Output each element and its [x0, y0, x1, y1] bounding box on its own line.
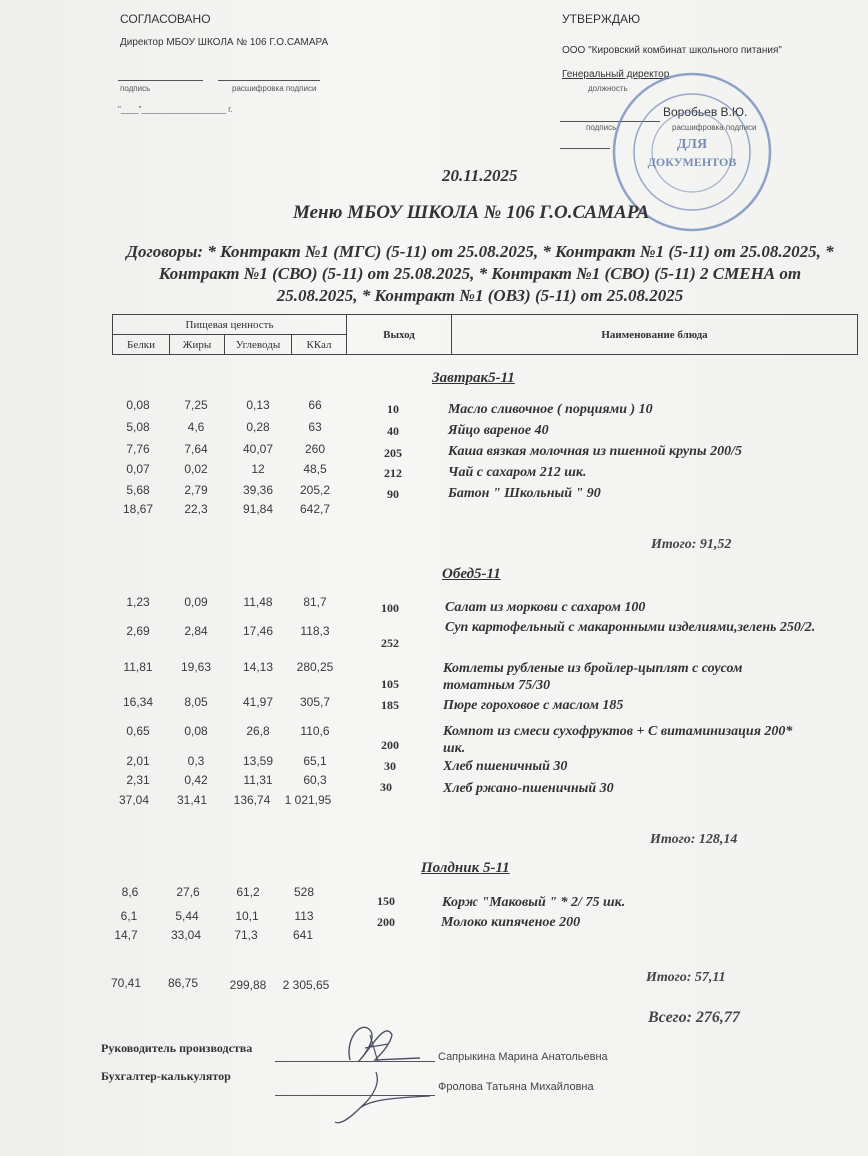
kcal-value: 63 [308, 420, 322, 434]
kcal-value: 110,6 [300, 724, 330, 738]
dish-name: Котлеты рубленые из бройлер-цыплят с соусом томатным 75/30 [443, 661, 743, 693]
carbs-value: 13,59 [242, 754, 274, 768]
fat-value: 2,79 [184, 483, 208, 497]
protein-value: 2,01 [126, 754, 150, 768]
contracts-text: Договоры: * Контракт №1 (МГС) (5-11) от 25.08.2025, * Контракт №1 (5-11) от 25.08.2025, * Контракт №1 (СВО) (5-11) от 25.08.2025, * Контракт №1 (СВО) (5-11) 2 СМЕНА от 25.08.2025, * Контракт №1 (ОВЗ) (5-11) от 25.08.2025 [126, 242, 834, 305]
menu-date: 20.11.2025 [442, 166, 518, 185]
fat-value: 7,25 [184, 398, 208, 412]
kcal-value: 81,7 [303, 595, 327, 609]
section-title-lunch: Обед5-11 [442, 566, 501, 582]
protein-value: 2,69 [126, 624, 150, 638]
dish-name: Чай с сахаром 212 шк. [448, 465, 587, 480]
dish-name: Масло сливочное ( порциями ) 10 [448, 402, 653, 417]
protein-value: 16,34 [122, 695, 154, 709]
fat-value: 2,84 [184, 624, 208, 638]
dish-name-header: Наименование блюда [452, 315, 858, 355]
handwritten-signature-icon [330, 1000, 440, 1130]
protein-total: 14,7 [114, 928, 138, 942]
carbs-value: 39,36 [242, 483, 274, 497]
nutrition-table-header [112, 314, 858, 355]
fat-value: 7,64 [184, 442, 208, 456]
dish-name: Яйцо вареное 40 [448, 423, 549, 438]
svg-text:ДЛЯ: ДЛЯ [676, 137, 708, 152]
kcal-total: 641 [292, 928, 314, 942]
fat-value: 0,08 [184, 724, 208, 738]
director-position: Директор МБОУ ШКОЛА № 106 Г.О.САМАРА [120, 37, 329, 48]
protein-value: 7,76 [126, 442, 150, 456]
dish-name: Суп картофельный с макаронными изделиями,зелень 250/2. [445, 620, 816, 635]
protein-value: 0,65 [126, 724, 150, 738]
dish-name: Хлеб пшеничный 30 [443, 759, 568, 774]
approve-label: УТВЕРЖДАЮ [562, 12, 641, 26]
protein-header: Белки [113, 335, 170, 355]
fat-total: 22,3 [184, 502, 208, 516]
fat-value: 0,42 [184, 773, 208, 787]
nutrition-value-header: Пищевая ценность [113, 315, 347, 335]
carbs-value: 11,48 [243, 595, 273, 609]
date-line-left: "____"___________________ г. [118, 105, 233, 114]
kcal-value: 66 [308, 398, 322, 412]
carbs-value: 40,07 [242, 442, 274, 456]
yield-header: Выход [347, 315, 452, 355]
protein-total: 18,67 [122, 502, 154, 516]
carbs-total: 91,84 [242, 502, 274, 516]
fat-value: 5,44 [175, 909, 199, 923]
yield-value: 200 [377, 915, 395, 929]
fat-value: 0,09 [184, 595, 208, 609]
carbs-value: 17,46 [242, 624, 274, 638]
fat-value: 0,3 [187, 754, 205, 768]
kcal-value: 260 [304, 442, 326, 456]
carbs-value: 0,28 [246, 420, 270, 434]
dish-name: Компот из смеси сухофруктов + С витаминизация 200* шк. [443, 724, 793, 756]
fat-header: Жиры [170, 335, 225, 355]
dish-name: Пюре гороховое с маслом 185 [443, 698, 624, 713]
section-itogo: Итого: 128,14 [650, 832, 738, 847]
approved-label: СОГЛАСОВАНО [120, 12, 211, 26]
kcal-value: 118,3 [300, 624, 330, 638]
dish-name: Молоко кипяченое 200 [441, 915, 581, 930]
kcal-total: 642,7 [299, 502, 331, 516]
carbs-value: 61,2 [236, 885, 260, 899]
protein-total: 37,04 [118, 793, 150, 807]
decode-label-right: расшифровка подписи [672, 123, 757, 132]
signature-name: Сапрыкина Марина Анатольевна [438, 1051, 608, 1063]
kcal-value: 48,5 [303, 462, 327, 476]
carbs-value: 12 [251, 462, 265, 476]
carbs-value: 11,31 [243, 773, 273, 787]
yield-value: 10 [387, 402, 399, 416]
fat-value: 4,6 [187, 420, 205, 434]
kcal-value: 280,25 [296, 660, 334, 674]
dish-name: Батон " Школьный " 90 [448, 486, 601, 501]
kcal-header: ККал [292, 335, 347, 355]
fat-value: 8,05 [184, 695, 208, 709]
protein-value: 5,08 [126, 420, 150, 434]
sign-label-left: подпись [120, 84, 151, 93]
protein-value: 11,81 [123, 660, 153, 674]
fat-value: 0,02 [184, 462, 208, 476]
carbs-grand-total: 299,88 [229, 978, 267, 992]
fat-total: 33,04 [170, 928, 202, 942]
fat-value: 27,6 [176, 885, 200, 899]
carbs-total: 136,74 [233, 793, 271, 807]
svg-text:ДОКУМЕНТОВ: ДОКУМЕНТОВ [647, 155, 737, 169]
yield-value: 185 [381, 698, 399, 712]
fat-value: 19,63 [180, 660, 212, 674]
carbs-value: 14,13 [242, 660, 274, 674]
decode-label-left: расшифровка подписи [232, 84, 317, 93]
dish-name: Корж "Маковый " * 2/ 75 шк. [442, 895, 626, 910]
protein-value: 0,08 [126, 398, 150, 412]
yield-value: 212 [384, 466, 402, 480]
yield-value: 105 [381, 677, 399, 691]
yield-value: 150 [377, 894, 395, 908]
position-label: должность [588, 84, 628, 93]
protein-grand-total: 70,41 [110, 976, 142, 990]
kcal-value: 113 [294, 909, 314, 923]
carbs-value: 26,8 [246, 724, 270, 738]
sign-label-right: подпись [586, 123, 617, 132]
protein-value: 0,07 [126, 462, 150, 476]
signature-role: Руководитель производства [101, 1041, 253, 1055]
dish-name: Хлеб ржано-пшеничный 30 [443, 781, 614, 796]
dish-name: Салат из моркови с сахаром 100 [445, 600, 646, 615]
carbs-value: 41,97 [242, 695, 274, 709]
carbs-header: Углеводы [225, 335, 292, 355]
carbs-value: 10,1 [235, 909, 259, 923]
signature-role: Бухгалтер-калькулятор [101, 1069, 231, 1083]
yield-value: 100 [381, 601, 399, 615]
kcal-value: 60,3 [303, 773, 327, 787]
menu-title: Меню МБОУ ШКОЛА № 106 Г.О.САМАРА [293, 202, 650, 223]
signature-name: Фролова Татьяна Михайловна [438, 1081, 594, 1093]
yield-value: 205 [384, 446, 402, 460]
protein-value: 2,31 [126, 773, 150, 787]
fat-total: 31,41 [176, 793, 208, 807]
company-name: ООО "Кировский комбинат школьного питания" [562, 45, 782, 56]
general-director: Генеральный директор [562, 69, 670, 80]
kcal-total: 1 021,95 [284, 793, 332, 807]
dish-name: Каша вязкая молочная из пшенной крупы 200/5 [448, 444, 743, 459]
protein-value: 1,23 [126, 595, 150, 609]
yield-value: 30 [380, 780, 392, 794]
director-name: Воробьев В.Ю. [663, 105, 748, 119]
kcal-value: 305,7 [299, 695, 331, 709]
fat-grand-total: 86,75 [167, 976, 199, 990]
carbs-total: 71,3 [234, 928, 258, 942]
yield-value: 252 [381, 636, 399, 650]
section-itogo: Итого: 57,11 [646, 970, 726, 985]
section-title-breakfast: Завтрак5-11 [432, 370, 515, 386]
grand-total-vsego: Всего: 276,77 [648, 1009, 740, 1026]
carbs-value: 0,13 [246, 398, 270, 412]
kcal-grand-total: 2 305,65 [282, 978, 330, 992]
yield-value: 30 [384, 759, 396, 773]
kcal-value: 65,1 [303, 754, 327, 768]
kcal-value: 205,2 [299, 483, 331, 497]
section-itogo: Итого: 91,52 [651, 537, 732, 552]
kcal-value: 528 [293, 885, 315, 899]
protein-value: 6,1 [120, 909, 138, 923]
protein-value: 5,68 [126, 483, 150, 497]
section-title-snack: Полдник 5-11 [421, 860, 510, 876]
protein-value: 8,6 [121, 885, 139, 899]
yield-value: 40 [387, 424, 399, 438]
yield-value: 90 [387, 487, 399, 501]
yield-value: 200 [381, 738, 399, 752]
